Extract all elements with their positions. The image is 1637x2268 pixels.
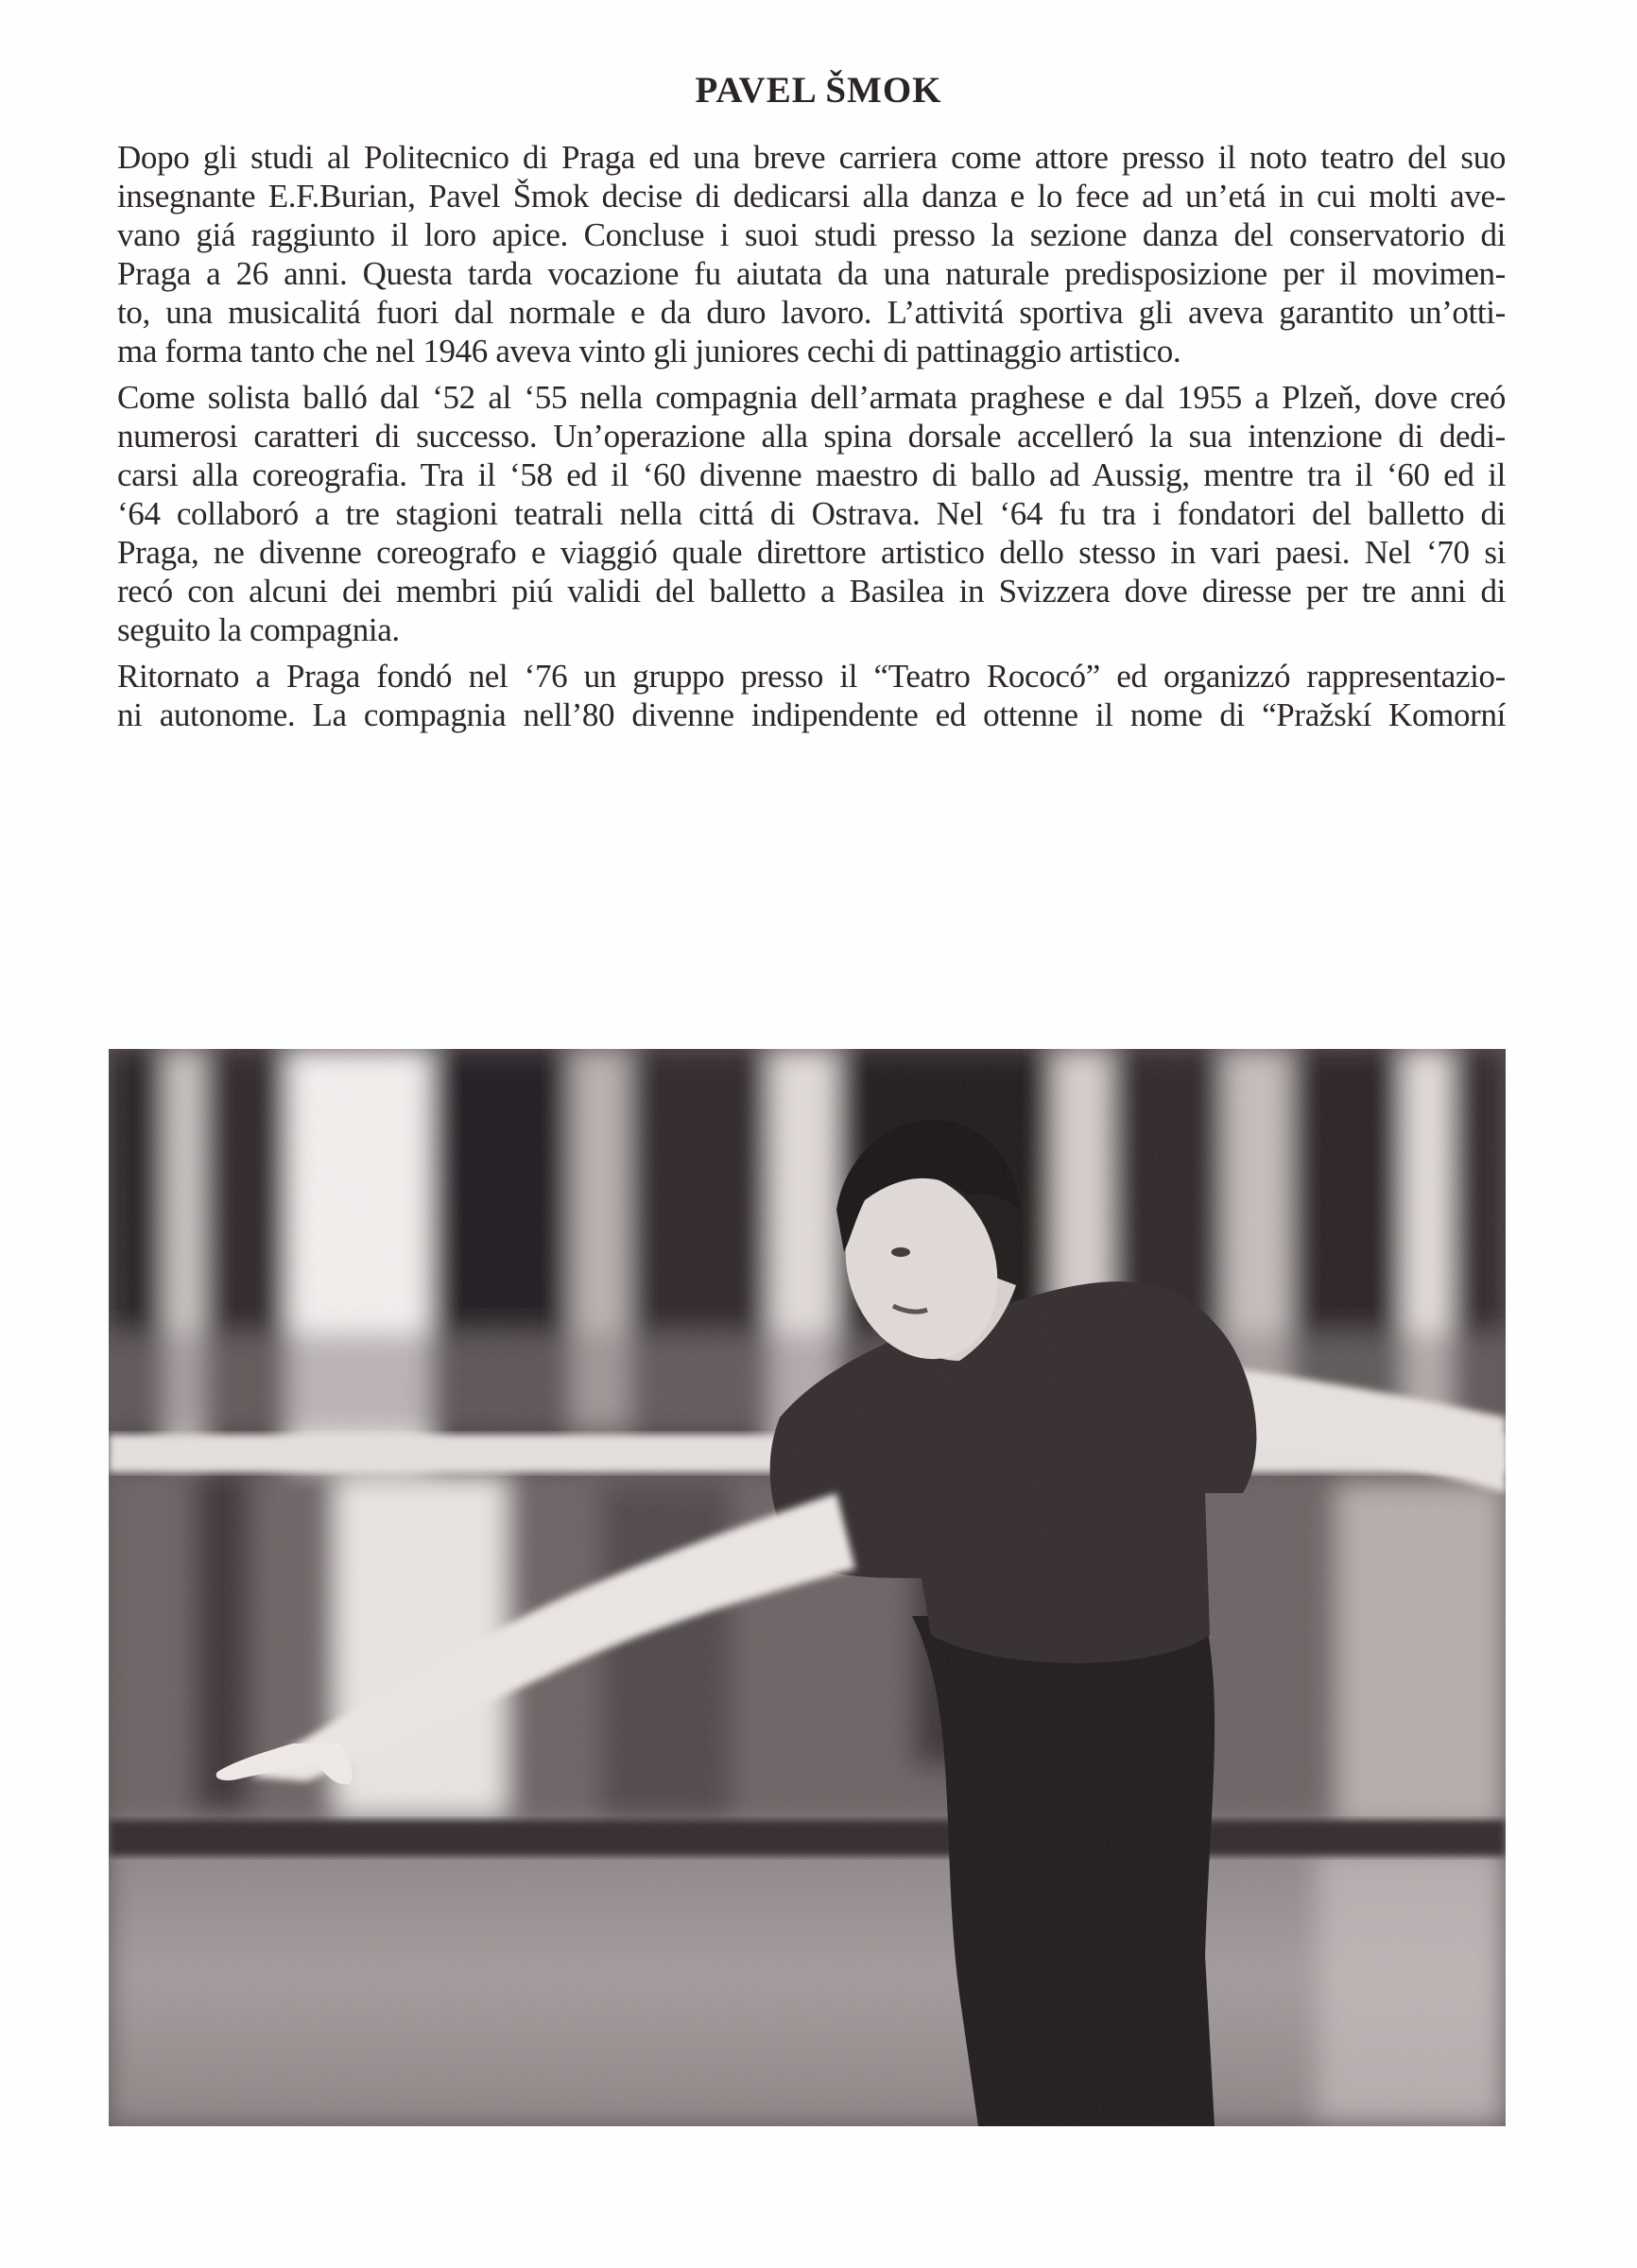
text-line: Come solista balló dal ‘52 al ‘55 nella compagnia dell’armata praghese e dal 1955 a Plzeň, dove creó (117, 379, 1506, 416)
text-line: ni autonome. La compagnia nell’80 divenne indipendente ed ottenne il nome di “Pražskí Komorní (117, 696, 1506, 733)
text-line: recó con alcuni dei membri piú validi del balletto a Basilea in Svizzera dove diresse per tre anni di (117, 573, 1506, 610)
text-line: Praga, ne divenne coreografo e viaggió quale direttore artistico dello stesso in vari paesi. Nel ‘70 si (117, 534, 1506, 571)
photo-grain (109, 1049, 1506, 2126)
text-line: to, una musicalitá fuori dal normale e da duro lavoro. L’attivitá sportiva gli aveva garantito un’otti- (117, 294, 1506, 331)
page-title: PAVEL ŠMOK (695, 70, 942, 111)
article-body (117, 138, 1506, 742)
text-line: ‘64 collaboró a tre stagioni teatrali nella cittá di Ostrava. Nel ‘64 fu tra i fondatori del balletto di (117, 495, 1506, 532)
text-line: insegnante E.F.Burian, Pavel Šmok decise di dedicarsi alla danza e lo fece ad un’etá in cui molti ave- (117, 178, 1506, 215)
paragraph-2 (117, 378, 1506, 649)
text-line: seguito la compagnia. (117, 611, 400, 648)
text-line: Praga a 26 anni. Questa tarda vocazione fu aiutata da una naturale predisposizione per il movimen- (117, 255, 1506, 292)
paragraph-1 (117, 138, 1506, 370)
photo-illustration (109, 1049, 1506, 2126)
text-line: carsi alla coreografia. Tra il ‘58 ed il ‘60 divenne maestro di ballo ad Aussig, mentre tra il ‘60 ed il (117, 456, 1506, 493)
paragraph-3 (117, 657, 1506, 734)
text-line: vano giá raggiunto il loro apice. Concluse i suoi studi presso la sezione danza del conservatorio di (117, 216, 1506, 253)
text-line: Dopo gli studi al Politecnico di Praga ed una breve carriera come attore presso il noto teatro del suo (117, 139, 1506, 176)
text-line: numerosi caratteri di successo. Un’operazione alla spina dorsale accelleró la sua intenzione di dedi- (117, 418, 1506, 455)
text-line: ma forma tanto che nel 1946 aveva vinto gli juniores cechi di pattinaggio artistico. (117, 333, 1181, 369)
text-line: Ritornato a Praga fondó nel ‘76 un gruppo presso il “Teatro Rococó” ed organizzó rappresentazio- (117, 658, 1506, 695)
dancer-photograph (109, 1049, 1506, 2126)
